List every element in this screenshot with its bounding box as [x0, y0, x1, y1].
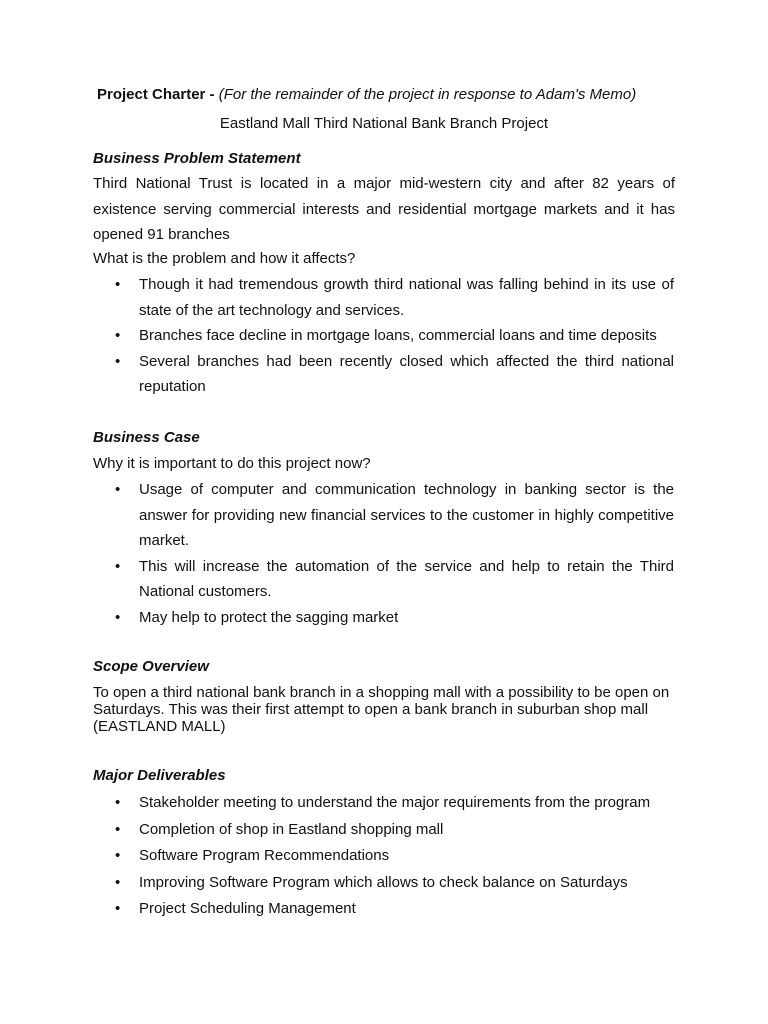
list-item [0, 896, 674, 923]
list-item [0, 477, 674, 554]
list-item-text: Stakeholder meeting to understand the major requirements from the program [139, 794, 651, 811]
major-deliverables-list [0, 790, 768, 923]
business-problem-question: What is the problem and how it affects? [93, 250, 356, 267]
bullet-icon: • [115, 481, 121, 498]
bullet-icon: • [115, 608, 121, 626]
charter-title-note: (For the remainder of the project in response to Adam's Memo) [218, 86, 637, 103]
business-case-heading: Business Case [93, 429, 200, 446]
list-item [0, 323, 674, 349]
list-item [0, 605, 674, 631]
business-case-list [0, 477, 768, 630]
major-deliverables-heading: Major Deliverables [93, 767, 226, 784]
bullet-icon: • [115, 847, 121, 864]
list-item [0, 817, 674, 844]
list-item-text: Software Program Recommendations [139, 847, 390, 864]
list-item-text: Branches face decline in mortgage loans, commercial loans and time deposits [139, 327, 657, 344]
list-item [0, 870, 674, 897]
list-item-text: Completion of shop in Eastland shopping mall [139, 820, 444, 838]
business-problem-heading: Business Problem Statement [93, 150, 301, 167]
bullet-icon: • [115, 794, 121, 811]
list-item-text: This will increase the automation of the service and help to retain the Third National customers. [139, 557, 674, 600]
bullet-icon: • [115, 820, 121, 838]
list-item [0, 843, 674, 870]
bullet-icon: • [115, 327, 121, 344]
business-problem-paragraph: Third National Trust is located in a major mid-western city and after 82 years of existence serving commercial interests and residential mortgage markets and it has opened 91 branches [93, 175, 675, 243]
list-item [0, 272, 674, 323]
bullet-icon: • [115, 276, 121, 293]
charter-title-label: Project Charter - [97, 86, 219, 103]
charter-title [97, 86, 636, 104]
list-item-text: Project Scheduling Management [139, 900, 356, 917]
bullet-icon: • [115, 557, 121, 575]
bullet-icon: • [115, 900, 121, 917]
bullet-icon: • [115, 873, 121, 891]
project-subtitle: Eastland Mall Third National Bank Branch Project [219, 115, 549, 132]
list-item-text: Improving Software Program which allows to check balance on Saturdays [139, 873, 628, 891]
business-case-question: Why it is important to do this project now? [93, 455, 371, 472]
bullet-icon: • [115, 352, 121, 370]
list-item-text: Though it had tremendous growth third national was falling behind in its use of state of the art technology and services. [139, 276, 674, 319]
scope-overview-paragraph: To open a third national bank branch in a shopping mall with a possibility to be open on Saturdays. This was their first attempt to open a bank branch in suburban shop mall (EASTLAND MALL) [93, 684, 670, 735]
business-problem-list [0, 272, 768, 400]
list-item [0, 790, 674, 817]
list-item-text: Several branches had been recently closed which affected the third national reputation [139, 352, 674, 395]
scope-overview-heading: Scope Overview [93, 658, 209, 675]
list-item-text: Usage of computer and communication technology in banking sector is the answer for providing new financial services to the customer in highly competitive market. [139, 481, 674, 549]
list-item [0, 349, 674, 400]
list-item [0, 554, 674, 605]
list-item-text: May help to protect the sagging market [139, 608, 399, 626]
